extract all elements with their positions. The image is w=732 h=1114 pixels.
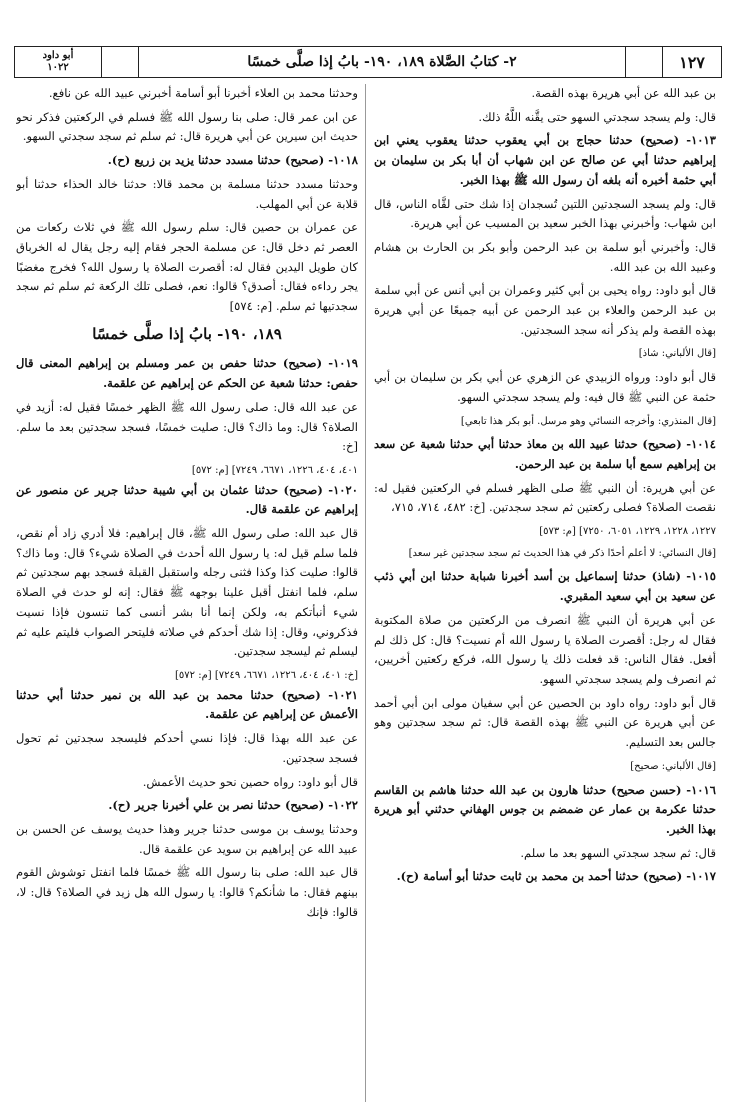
hadith-text: قال عبد الله: صلى رسول الله ﷺ، قال إبراهيم: فلا أدري زاد أم نقص، فلما سلم قيل له: يا رسول الله أحدث في الصلاة شيء؟ قال: وما ذاك؟ قالوا: صليت كذا وكذا فثنى رجله واستقبل القبلة فسجد بهم سجدتين ثم سلم، فلما انفتل أقبل علينا بوجهه ﷺ فقال: إنه لو حدث في الصلاة شيء أنبأتكم به، ولكن إنما أنا بشر أنسى كما تنسون فإذا نسيت فذكروني، وقال: إذا شك أحدكم في صلاته فليتحر الصواب فليتم عليه ثم ليسلم ثم ليسجد سجدتين.: [16, 526, 358, 659]
hadith-1016-header: ١٠١٦- (حسن صحيح) حدثنا هارون بن عبد الله حدثنا هاشم بن القاسم حدثنا عكرمة بن عمار عن ضمضم بن جوس الهفاني حدثني أبو هريرة بهذا الخبر.: [374, 782, 716, 836]
hadith-text: عن عبد الله بهذا قال: فإذا نسي أحدكم فليسجد سجدتين ثم تحول فسجد سجدتين.: [16, 731, 358, 765]
book-reference-number: ١٠٢٢: [47, 62, 69, 73]
book-reference-name: أبو داود: [42, 50, 74, 61]
hadith-text: وحدثنا مسدد حدثنا مسلمة بن محمد قالا: حدثنا خالد الحذاء حدثنا أبو قلابة عن أبي المهلب.: [16, 176, 358, 211]
left-column: [16, 84, 358, 1102]
hadith-text: عن أبي هريرة: أن النبي ﷺ صلى الظهر فسلم في الركعتين فقيل له: نقصت الصلاة؟ فصلى ركعتين ثم سجد سجدتين. [خ: ٤٨٢، ٧١٤، ٧١٥،: [374, 480, 716, 515]
albani-note: [قال الألباني: شاذ]: [638, 348, 716, 360]
right-column: [374, 84, 716, 1102]
hadith-1020-header: ١٠٢٠- (صحيح) حدثنا عثمان بن أبي شيبة حدثنا جرير عن منصور عن إبراهيم عن علقمة قال.: [16, 482, 358, 517]
hadith-text: قال عبد الله: صلى بنا رسول الله ﷺ خمسًا فلما انفتل توشوش القوم بينهم فقال: ما شأنكم؟ قالوا: يا رسول الله هل زيد في الصلاة؟ قال: لا، قالوا: فإنك: [16, 865, 358, 919]
hadith-1013-header: ١٠١٣- (صحيح) حدثنا حجاج بن أبي يعقوب حدثنا يعقوب يعني ابن إبراهيم حدثنا أبي عن صالح عن ابن شهاب أن أبا بكر بن سليمان بن أبي حثمة أخبره أنه بلغه أن رسول الله ﷺ بهذا الخبر.: [374, 133, 716, 187]
cross-reference: ٤٠١، ٤٠٤، ١٢٢٦، ٦٦٧١، ٧٢٤٩] [م: ٥٧٢]: [191, 464, 358, 476]
abu-dawud-comment: قال أبو داود: رواه يحيى بن أبي كثير وعمران بن أبي أنس عن أبي سلمة بن عبد الرحمن والعلاء بن عبد الرحمن عن أبيه جميعًا عن أبي هريرة بهذه القصة ولم يذكر أنه سجد السجدتين.: [374, 283, 716, 337]
hadith-text: قال: ولم يسجد سجدتي السهو حتى يقَّنه اللَّهُ ذلك.: [478, 109, 716, 124]
nasai-note: [قال النسائي: لا أعلم أحدًا ذكر في هذا الحديث ثم سجد سجدتين غير سعد]: [408, 547, 716, 559]
hadith-text: وحدثنا محمد بن العلاء أخبرنا أبو أسامة أخبرني عبيد الله عن نافع.: [48, 86, 358, 100]
chapter-heading: ١٨٩، ١٩٠- بابُ إذا صلَّى خمسًا: [92, 324, 282, 343]
running-header: [14, 46, 722, 78]
hadith-text: عن عبد الله قال: صلى رسول الله ﷺ الظهر خمسًا فقيل له: أزيد في الصلاة؟ قال: وما ذاك؟ قال: صليت خمسًا، فسجد سجدتين بعد ما سلم. [خ:: [16, 399, 358, 454]
header-blank-cell: [626, 47, 663, 77]
hadith-text: قال: ولم يسجد السجدتين اللتين تُسجدان إذا شك حتى لقَّاه الناس، قال ابن شهاب: وأخبرني بهذا الخبر سعيد بن المسيب عن أبي هريرة.: [374, 196, 716, 231]
book-reference: [15, 47, 102, 77]
abu-dawud-comment: قال أبو داود: رواه حصين نحو حديث الأعمش.: [142, 774, 358, 789]
chapter-running-title: ٢- كتابُ الصَّلاة ١٨٩، ١٩٠- بابُ إذا صلَّى خمسًا: [139, 47, 626, 77]
hadith-1022-header: ١٠٢٢- (صحيح) حدثنا نصر بن علي أخبرنا جرير (ح).: [108, 798, 358, 813]
page-number: ١٢٧: [679, 52, 705, 72]
hadith-1014-header: ١٠١٤- (صحيح) حدثنا عبيد الله بن معاذ حدثنا أبي حدثنا شعبة عن سعد بن إبراهيم سمع أبا سلمة بن عبد الرحمن.: [374, 437, 716, 471]
hadith-text: عن عمران بن حصين قال: سلم رسول الله ﷺ في ثلاث ركعات من العصر ثم دخل قال: عن مسلمة الحجر فقام إليه رجل يقال له الخرباق كان طويل اليدين فقال له: أقصرت الصلاة يا رسول الله؟ فخرج مغضبًا يجر رداءه فقال: أصدق؟ قالوا: نعم، فصلى تلك الركعة ثم سلم ثم سجد سجدتيها ثم سلم. [م: ٥٧٤]: [16, 220, 358, 314]
hadith-text: بن عبد الله عن أبي هريرة بهذه القصة.: [531, 86, 716, 100]
hadith-1021-header: ١٠٢١- (صحيح) حدثنا محمد بن عبد الله بن نمير حدثنا أبي حدثنا الأعمش عن إبراهيم عن علقمة.: [16, 687, 358, 722]
cross-reference: ١٢٢٧، ١٢٢٨، ١٢٢٩، ٦٠٥١، ٧٢٥٠] [م: ٥٧٣]: [539, 526, 716, 538]
hadith-text: وحدثنا يوسف بن موسى حدثنا جرير وهذا حديث يوسف عن الحسن بن عبيد الله عن إبراهيم بن سويد عن علقمة قال.: [16, 821, 358, 856]
hadith-text: عن أبي هريرة أن النبي ﷺ انصرف من الركعتين من صلاة المكتوبة فقال له رجل: أقصرت الصلاة يا رسول الله أم نسيت؟ قال: كل ذلك لم أفعل. فقال الناس: قد فعلت ذلك يا رسول الله، فركع ركعتين أخريين، ثم انصرف ولم يسجد سجدتي السهو.: [374, 612, 716, 686]
mundhiri-note: [قال المنذري: وأخرجه النسائي وهو مرسل. أبو بكر هذا تابعي]: [460, 415, 716, 427]
cross-reference: [خ: ٤٠١، ٤٠٤، ١٢٢٦، ٦٦٧١، ٧٢٤٩] [م: ٥٧٢]: [175, 669, 358, 681]
albani-note: [قال الألباني: صحيح]: [630, 760, 716, 772]
hadith-text: عن ابن عمر قال: صلى بنا رسول الله ﷺ فسلم في الركعتين فذكر نحو حديث ابن سيرين عن أبي هريرة قال: ثم سلم ثم سجد سجدتي السهو.: [16, 109, 358, 144]
hadith-text: قال: ثم سجد سجدتي السهو بعد ما سلم.: [520, 845, 716, 860]
hadith-1018-header: ١٠١٨- (صحيح) حدثنا مسدد حدثنا يزيد بن زريع (ح).: [107, 153, 358, 168]
header-blank-cell: [102, 47, 139, 77]
hadith-1019-header: ١٠١٩- (صحيح) حدثنا حفص بن عمر ومسلم بن إبراهيم المعنى قال حفص: حدثنا شعبة عن الحكم عن إبراهيم عن علقمة.: [16, 356, 358, 391]
hadith-text: قال: وأخبرني أبو سلمة بن عبد الرحمن وأبو بكر بن الحارث بن هشام وعبيد الله بن عبد الله.: [374, 239, 716, 274]
hadith-1017-header: ١٠١٧- (صحيح) حدثنا أحمد بن محمد بن ثابت حدثنا أبو أسامة (ح).: [396, 869, 716, 884]
abu-dawud-comment: قال أبو داود: ورواه الزبيدي عن الزهري عن أبي بكر بن سليمان بن أبي حثمة عن النبي ﷺ قال فيه: ولم يسجد سجدتي السهو.: [374, 370, 716, 404]
abu-dawud-comment: قال أبو داود: رواه داود بن الحصين عن أبي سفيان مولى ابن أبي أحمد عن أبي هريرة عن النبي ﷺ بهذه القصة قال: ثم سجد سجدتين وهو جالس بعد التسليم.: [374, 695, 716, 750]
column-divider: [365, 84, 366, 1102]
hadith-1015-header: ١٠١٥- (شاذ) حدثنا إسماعيل بن أسد أخبرنا شبابة حدثنا ابن أبي ذئب عن سعيد بن أبي سعيد المقبري.: [374, 569, 716, 604]
